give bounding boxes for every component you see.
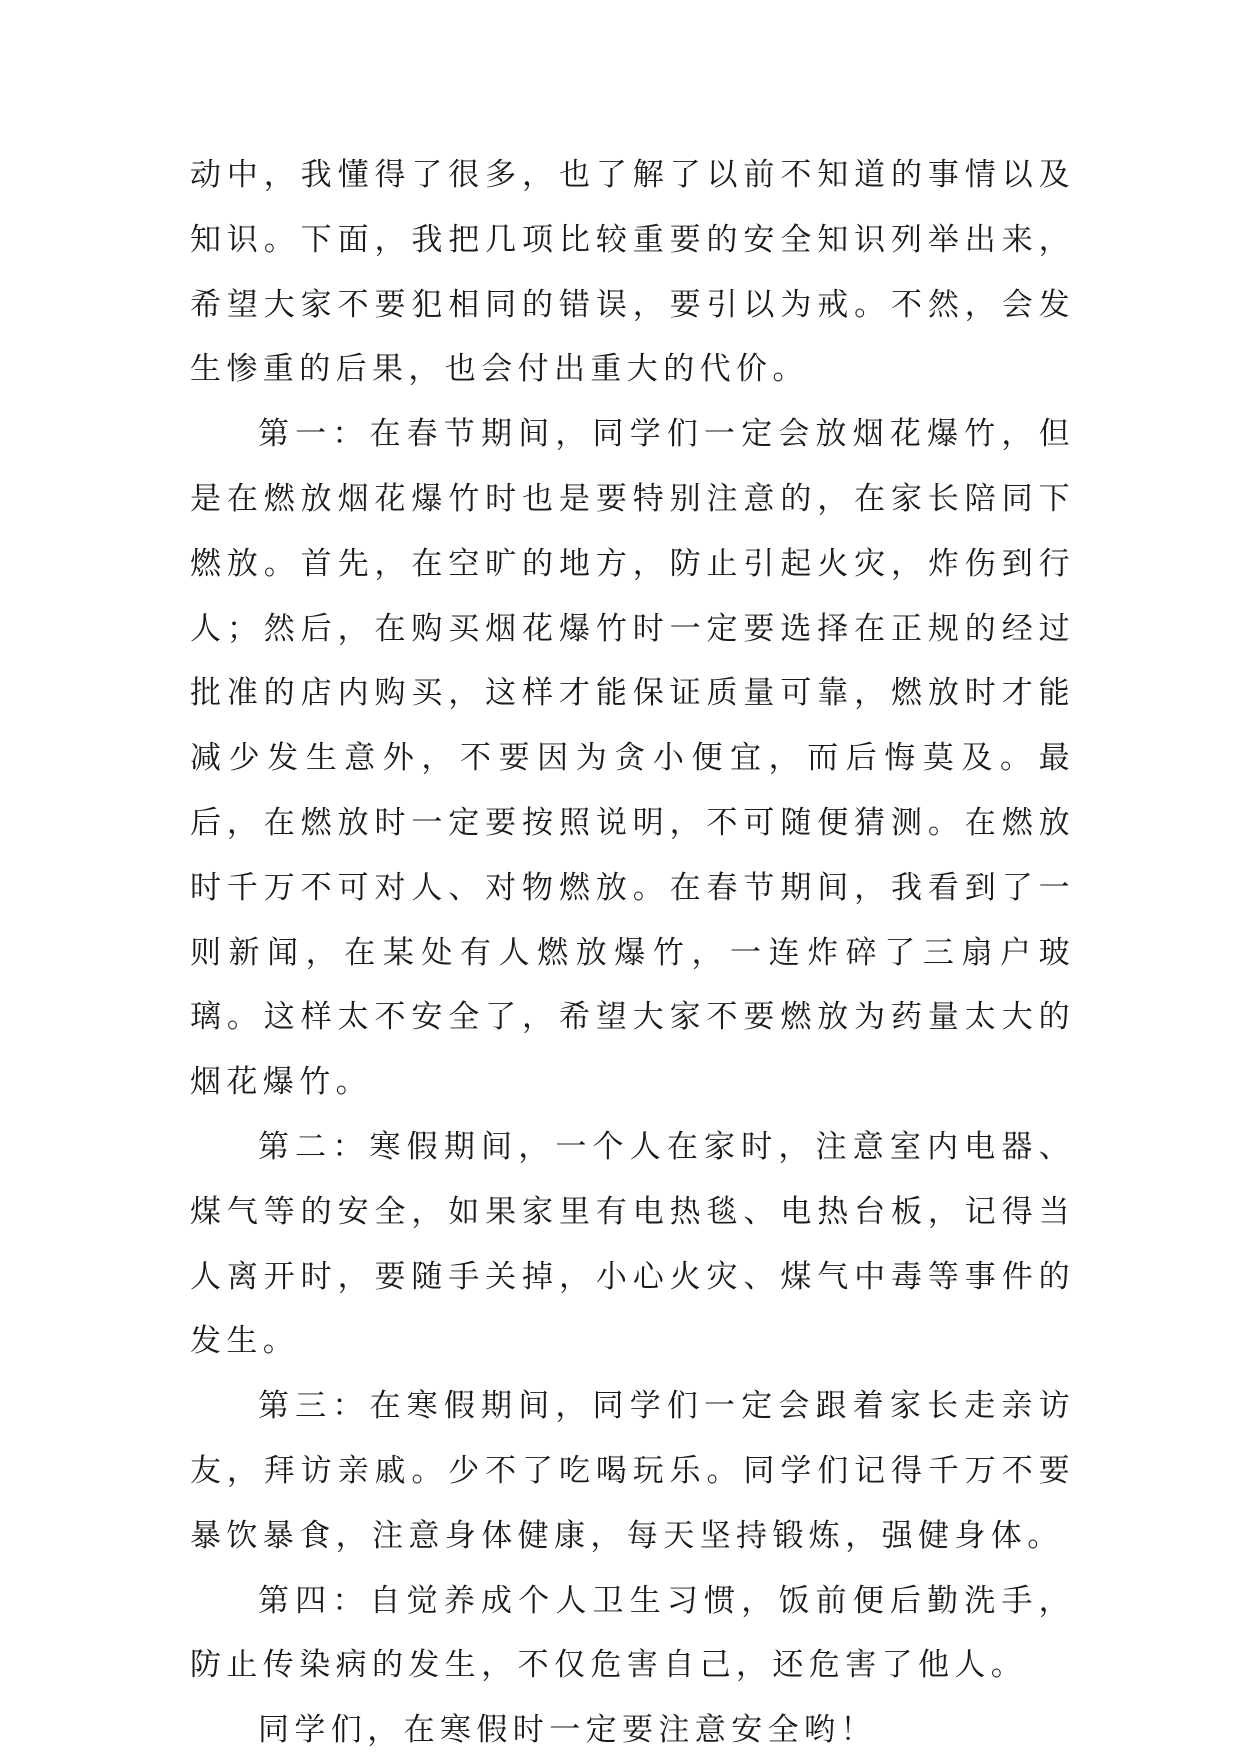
paragraph-point-2: 第二：寒假期间，一个人在家时，注意室内电器、煤气等的安全，如果家里有电热毯、电热台板，记得当人离开时，要随手关掉，小心火灾、煤气中毒等事件的发生。: [190, 1128, 1075, 1360]
paragraph-closing: 同学们，在寒假时一定要注意安全哟！: [258, 1712, 877, 1749]
paragraph-point-4: 第四：自觉养成个人卫生习惯，饭前便后勤洗手，防止传染病的发生，不仅危害自己，还危害了他人。: [190, 1582, 1075, 1684]
paragraph-point-1: 第一：在春节期间，同学们一定会放烟花爆竹，但是在燃放烟花爆竹时也是要特别注意的，在家长陪同下燃放。首先，在空旷的地方，防止引起火灾，炸伤到行人；然后，在购买烟花爆竹时一定要选择在正规的经过批准的店内购买，这样才能保证质量可靠，燃放时才能减少发生意外，不要因为贪小便宜，而后悔莫及。最后，在燃放时一定要按照说明，不可随便猜测。在燃放时千万不可对人、对物燃放。在春节期间，我看到了一则新闻，在某处有人燃放爆竹，一连炸碎了三扇户玻璃。这样太不安全了，希望大家不要燃放为药量太大的烟花爆竹。: [190, 416, 1075, 1101]
body-text: [190, 143, 1075, 1763]
paragraph-point-3: 第三：在寒假期间，同学们一定会跟着家长走亲访友，拜访亲戚。少不了吃喝玩乐。同学们记得千万不要暴饮暴食，注意身体健康，每天坚持锻炼，强健身体。: [190, 1388, 1075, 1554]
paragraph-continuation: 动中，我懂得了很多，也了解了以前不知道的事情以及知识。下面，我把几项比较重要的安全知识列举出来，希望大家不要犯相同的错误，要引以为戒。不然，会发生惨重的后果，也会付出重大的代价。: [190, 157, 1075, 388]
